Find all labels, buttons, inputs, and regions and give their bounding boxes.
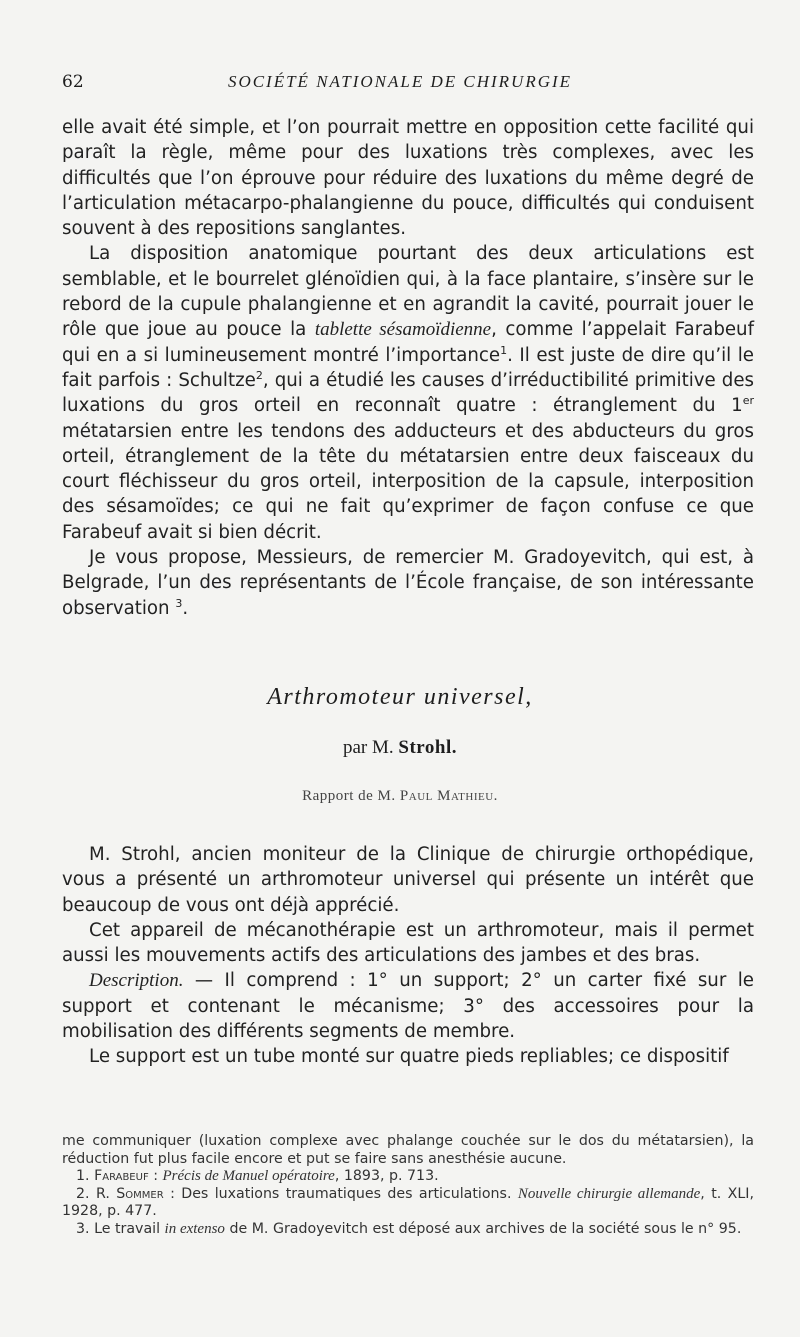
report-line: Rapport de M. Paul Mathieu. <box>302 788 498 804</box>
emphasis: Description. <box>89 970 184 992</box>
author-name: Strohl. <box>398 737 457 758</box>
footnote-ref: 2 <box>255 368 263 382</box>
superscript: er <box>742 394 754 408</box>
body-text-bottom <box>62 842 754 1070</box>
paragraph: Cet appareil de mécanothérapie est un arthromoteur, mais il permet aussi les mouvements actifs des articulations des jambes et des bras. <box>62 919 754 967</box>
footnote-1: 1. Farabeuf : Précis de Manuel opératoire, 1893, p. 713. <box>76 1168 439 1184</box>
paragraph: Description. — Il comprend : 1° un support; 2° un carter fixé sur le support et contenant le mécanisme; 3° des accessoires pour la mobilisation des différents segments de membre. <box>62 970 754 1043</box>
footnote-ref: 3 <box>175 596 183 610</box>
footnotes <box>62 1133 754 1238</box>
reporter-name: Paul Mathieu. <box>399 788 498 804</box>
footnote-2: 2. R. Sommer : Des luxations traumatiques des articulations. Nouvelle chirurgie allemande, t. XLI, 1928, p. 477. <box>62 1185 754 1219</box>
emphasis: tablette sésamoïdienne <box>314 319 492 341</box>
footnote-continuation: me communiquer (luxation complexe avec phalange couchée sur le dos du métatarsien), la réduction fut plus facile encore et put se faire sans anesthésie aucune. <box>62 1133 754 1167</box>
footnote-3: 3. Le travail in extenso de M. Gradoyevitch est déposé aux archives de la société sous le n° 95. <box>76 1220 742 1237</box>
paragraph: Je vous propose, Messieurs, de remercier M. Gradoyevitch, qui est, à Belgrade, l’un des représentants de l’École française, de son intéressante observation $^3$. <box>62 547 754 619</box>
byline: par M. Strohl. <box>343 737 457 758</box>
paragraph: elle avait été simple, et l’on pourrait mettre en opposition cette facilité qui paraît la règle, même pour des luxations très complexes, avec les difficultés que l’on éprouve pour réduire des luxations du même degré de l’articulation métacarpo-phalangienne du pouce, difficultés qui conduisent souvent à des repositions sanglantes. <box>62 117 754 240</box>
paragraph: La disposition anatomique pourtant des deux articulations est semblable, et le bourrelet glénoïdien qui, à la face plantaire, s’insère sur le rebord de la cupule phalangienne et en agrandit la cavité, pourrait jouer le rôle que joue au pouce la tablette sésamoïdienne, comme l’appelait Farabeuf qui en a si lumineusement montré l’importance$^1$. Il est juste de dire qu’il le fait parfois : Schultze$^2$, qui a étudié les causes d’irréductibilité primitive des luxations du gros orteil en reconnaît quatre : étranglement du 1er métatarsien entre les tendons des adducteurs et des abducteurs du gros orteil, étranglement de la tête du métatarsien entre deux faisceaux du court fléchisseur du gros orteil, interposition de la capsule, interposition des sésamoïdes; ce qui ne fait qu’exprimer de façon confuse ce que Farabeuf avait si bien décrit. <box>62 243 755 543</box>
paragraph: M. Strohl, ancien moniteur de la Clinique de chirurgie orthopédique, vous a présenté un arthromoteur universel qui présente un intérêt que beaucoup de vous ont déjà apprécié. <box>62 844 754 916</box>
page-number: 62 <box>62 72 84 92</box>
section-title: Arthromoteur universel, <box>267 684 533 710</box>
page-header <box>62 72 738 96</box>
paragraph: Le support est un tube monté sur quatre pieds repliables; ce dispositif <box>89 1046 729 1068</box>
footnote-ref: 1 <box>500 343 508 357</box>
body-text-top <box>62 115 754 621</box>
running-title: SOCIÉTÉ NATIONALE DE CHIRURGIE <box>227 72 573 91</box>
